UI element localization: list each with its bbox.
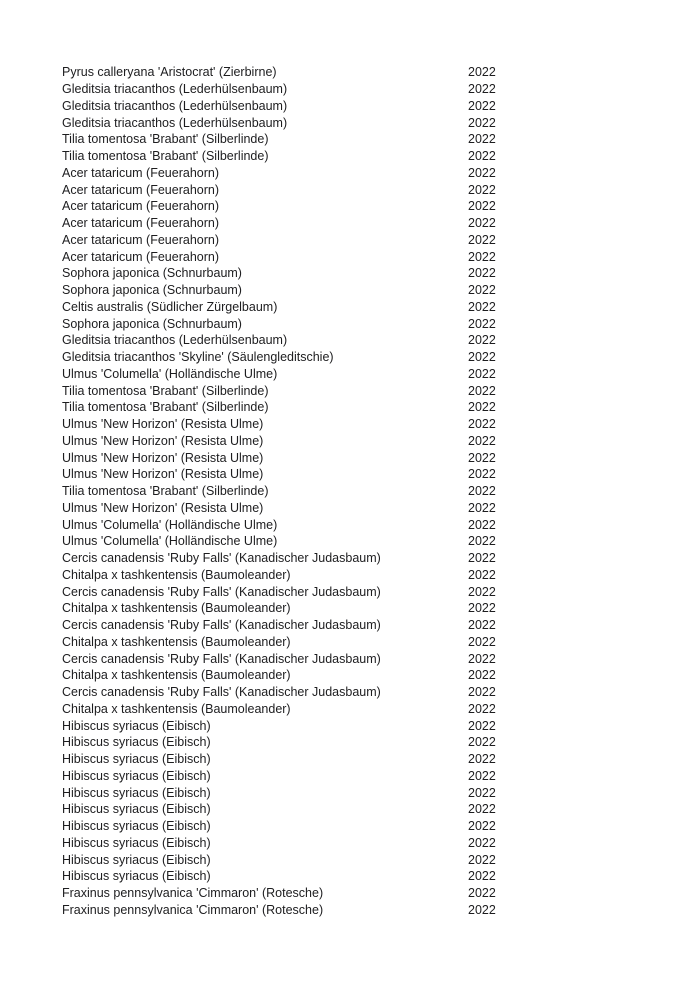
tree-name: Gleditsia triacanthos (Lederhülsenbaum) (62, 333, 288, 348)
table-row (62, 684, 548, 701)
table-row (62, 751, 548, 768)
planting-year: 2022 (468, 182, 496, 197)
planting-year: 2022 (468, 467, 496, 482)
table-row (62, 868, 548, 885)
planting-year: 2022 (468, 299, 496, 314)
tree-name: Cercis canadensis 'Ruby Falls' (Kanadischer Judasbaum) (62, 551, 381, 566)
tree-name: Chitalpa x tashkentensis (Baumoleander) (62, 601, 291, 616)
planting-year: 2022 (468, 651, 496, 666)
planting-year: 2022 (468, 400, 496, 415)
tree-name: Cercis canadensis 'Ruby Falls' (Kanadischer Judasbaum) (62, 584, 381, 599)
table-row (62, 567, 548, 584)
tree-name: Sophora japonica (Schnurbaum) (62, 316, 242, 331)
table-row (62, 148, 548, 165)
table-row (62, 449, 548, 466)
planting-year: 2022 (468, 567, 496, 582)
table-row (62, 667, 548, 684)
planting-year: 2022 (468, 149, 496, 164)
table-row (62, 248, 548, 265)
tree-name: Cercis canadensis 'Ruby Falls' (Kanadischer Judasbaum) (62, 618, 381, 633)
planting-year: 2022 (468, 366, 496, 381)
planting-year: 2022 (468, 316, 496, 331)
planting-year: 2022 (468, 835, 496, 850)
tree-name: Fraxinus pennsylvanica 'Cimmaron' (Rotesche) (62, 886, 324, 901)
planting-year: 2022 (468, 266, 496, 281)
table-row (62, 232, 548, 249)
table-row (62, 734, 548, 751)
tree-name: Chitalpa x tashkentensis (Baumoleander) (62, 701, 291, 716)
planting-year: 2022 (468, 115, 496, 130)
planting-year: 2022 (468, 82, 496, 97)
tree-name: Hibiscus syriacus (Eibisch) (62, 802, 211, 817)
table-row (62, 332, 548, 349)
tree-name: Acer tataricum (Feuerahorn) (62, 182, 220, 197)
planting-year: 2022 (468, 701, 496, 716)
table-row (62, 131, 548, 148)
table-row (62, 768, 548, 785)
planting-year: 2022 (468, 216, 496, 231)
tree-name: Acer tataricum (Feuerahorn) (62, 249, 220, 264)
tree-name: Ulmus 'New Horizon' (Resista Ulme) (62, 467, 264, 482)
table-row (62, 500, 548, 517)
table-row (62, 617, 548, 634)
tree-name: Cercis canadensis 'Ruby Falls' (Kanadischer Judasbaum) (62, 651, 381, 666)
table-row (62, 583, 548, 600)
tree-name: Hibiscus syriacus (Eibisch) (62, 718, 211, 733)
table-row (62, 299, 548, 316)
tree-name: Tilia tomentosa 'Brabant' (Silberlinde) (62, 383, 269, 398)
table-row (62, 717, 548, 734)
planting-year: 2022 (468, 199, 496, 214)
planting-year: 2022 (468, 249, 496, 264)
table-row (62, 366, 548, 383)
planting-year: 2022 (468, 98, 496, 113)
table-row (62, 634, 548, 651)
tree-name: Ulmus 'New Horizon' (Resista Ulme) (62, 433, 264, 448)
planting-year: 2022 (468, 752, 496, 767)
table-row (62, 650, 548, 667)
tree-name: Hibiscus syriacus (Eibisch) (62, 752, 211, 767)
table-row (62, 433, 548, 450)
tree-name: Acer tataricum (Feuerahorn) (62, 232, 220, 247)
planting-year: 2022 (468, 718, 496, 733)
table-row (62, 165, 548, 182)
table-row (62, 818, 548, 835)
tree-name: Hibiscus syriacus (Eibisch) (62, 819, 211, 834)
tree-name: Chitalpa x tashkentensis (Baumoleander) (62, 668, 291, 683)
planting-year: 2022 (468, 433, 496, 448)
table-row (62, 483, 548, 500)
planting-year: 2022 (468, 768, 496, 783)
planting-year: 2022 (468, 685, 496, 700)
planting-year: 2022 (468, 132, 496, 147)
table-row (62, 64, 548, 81)
tree-name: Sophora japonica (Schnurbaum) (62, 283, 242, 298)
planting-year: 2022 (468, 802, 496, 817)
table-row (62, 349, 548, 366)
tree-name: Gleditsia triacanthos 'Skyline' (Säulengleditschie) (62, 350, 334, 365)
table-row (62, 98, 548, 115)
tree-name: Acer tataricum (Feuerahorn) (62, 165, 220, 180)
tree-name: Ulmus 'New Horizon' (Resista Ulme) (62, 417, 264, 432)
table-row (62, 550, 548, 567)
tree-name: Celtis australis (Südlicher Zürgelbaum) (62, 299, 278, 314)
planting-year: 2022 (468, 517, 496, 532)
table-row (62, 382, 548, 399)
planting-year: 2022 (468, 869, 496, 884)
table-row (62, 466, 548, 483)
tree-name: Acer tataricum (Feuerahorn) (62, 216, 220, 231)
tree-name: Hibiscus syriacus (Eibisch) (62, 735, 211, 750)
tree-name: Sophora japonica (Schnurbaum) (62, 266, 242, 281)
planting-year: 2022 (468, 165, 496, 180)
tree-name: Cercis canadensis 'Ruby Falls' (Kanadischer Judasbaum) (62, 685, 381, 700)
table-row (62, 701, 548, 718)
tree-name: Gleditsia triacanthos (Lederhülsenbaum) (62, 82, 288, 97)
tree-name: Hibiscus syriacus (Eibisch) (62, 852, 211, 867)
planting-year: 2022 (468, 383, 496, 398)
table-row (62, 198, 548, 215)
table-row (62, 114, 548, 131)
table-row (62, 399, 548, 416)
planting-year: 2022 (468, 283, 496, 298)
tree-name: Gleditsia triacanthos (Lederhülsenbaum) (62, 115, 288, 130)
tree-name: Gleditsia triacanthos (Lederhülsenbaum) (62, 98, 288, 113)
planting-year: 2022 (468, 65, 496, 80)
table-row (62, 600, 548, 617)
tree-name: Chitalpa x tashkentensis (Baumoleander) (62, 634, 291, 649)
tree-name: Hibiscus syriacus (Eibisch) (62, 835, 211, 850)
planting-year: 2022 (468, 886, 496, 901)
planting-year: 2022 (468, 819, 496, 834)
tree-name: Hibiscus syriacus (Eibisch) (62, 869, 211, 884)
planting-year: 2022 (468, 551, 496, 566)
tree-name: Tilia tomentosa 'Brabant' (Silberlinde) (62, 149, 269, 164)
planting-year: 2022 (468, 601, 496, 616)
planting-year: 2022 (468, 417, 496, 432)
planting-year: 2022 (468, 584, 496, 599)
planting-year: 2022 (468, 232, 496, 247)
tree-name: Hibiscus syriacus (Eibisch) (62, 768, 211, 783)
table-row (62, 885, 548, 902)
planting-year: 2022 (468, 634, 496, 649)
tree-name: Ulmus 'Columella' (Holländische Ulme) (62, 366, 278, 381)
planting-year: 2022 (468, 333, 496, 348)
tree-name: Fraxinus pennsylvanica 'Cimmaron' (Rotesche) (62, 902, 324, 917)
planting-year: 2022 (468, 534, 496, 549)
tree-name: Ulmus 'Columella' (Holländische Ulme) (62, 517, 278, 532)
planting-year: 2022 (468, 735, 496, 750)
tree-name: Ulmus 'New Horizon' (Resista Ulme) (62, 500, 264, 515)
tree-name: Ulmus 'New Horizon' (Resista Ulme) (62, 450, 264, 465)
tree-name: Tilia tomentosa 'Brabant' (Silberlinde) (62, 484, 269, 499)
tree-name: Acer tataricum (Feuerahorn) (62, 199, 220, 214)
table-row (62, 181, 548, 198)
table-row (62, 315, 548, 332)
table-row (62, 533, 548, 550)
tree-name: Pyrus calleryana 'Aristocrat' (Zierbirne) (62, 65, 277, 80)
table-row (62, 265, 548, 282)
tree-name: Ulmus 'Columella' (Holländische Ulme) (62, 534, 278, 549)
table-row (62, 801, 548, 818)
planting-year: 2022 (468, 668, 496, 683)
tree-name: Tilia tomentosa 'Brabant' (Silberlinde) (62, 132, 269, 147)
planting-year: 2022 (468, 618, 496, 633)
table-row (62, 835, 548, 852)
table-row (62, 784, 548, 801)
tree-inventory-list (62, 64, 548, 918)
table-row (62, 416, 548, 433)
table-row (62, 902, 548, 919)
tree-name: Chitalpa x tashkentensis (Baumoleander) (62, 567, 291, 582)
planting-year: 2022 (468, 785, 496, 800)
tree-name: Tilia tomentosa 'Brabant' (Silberlinde) (62, 400, 269, 415)
tree-name: Hibiscus syriacus (Eibisch) (62, 785, 211, 800)
table-row (62, 851, 548, 868)
planting-year: 2022 (468, 902, 496, 917)
planting-year: 2022 (468, 450, 496, 465)
planting-year: 2022 (468, 500, 496, 515)
planting-year: 2022 (468, 852, 496, 867)
planting-year: 2022 (468, 484, 496, 499)
table-row (62, 81, 548, 98)
table-row (62, 516, 548, 533)
table-row (62, 215, 548, 232)
table-row (62, 282, 548, 299)
planting-year: 2022 (468, 350, 496, 365)
